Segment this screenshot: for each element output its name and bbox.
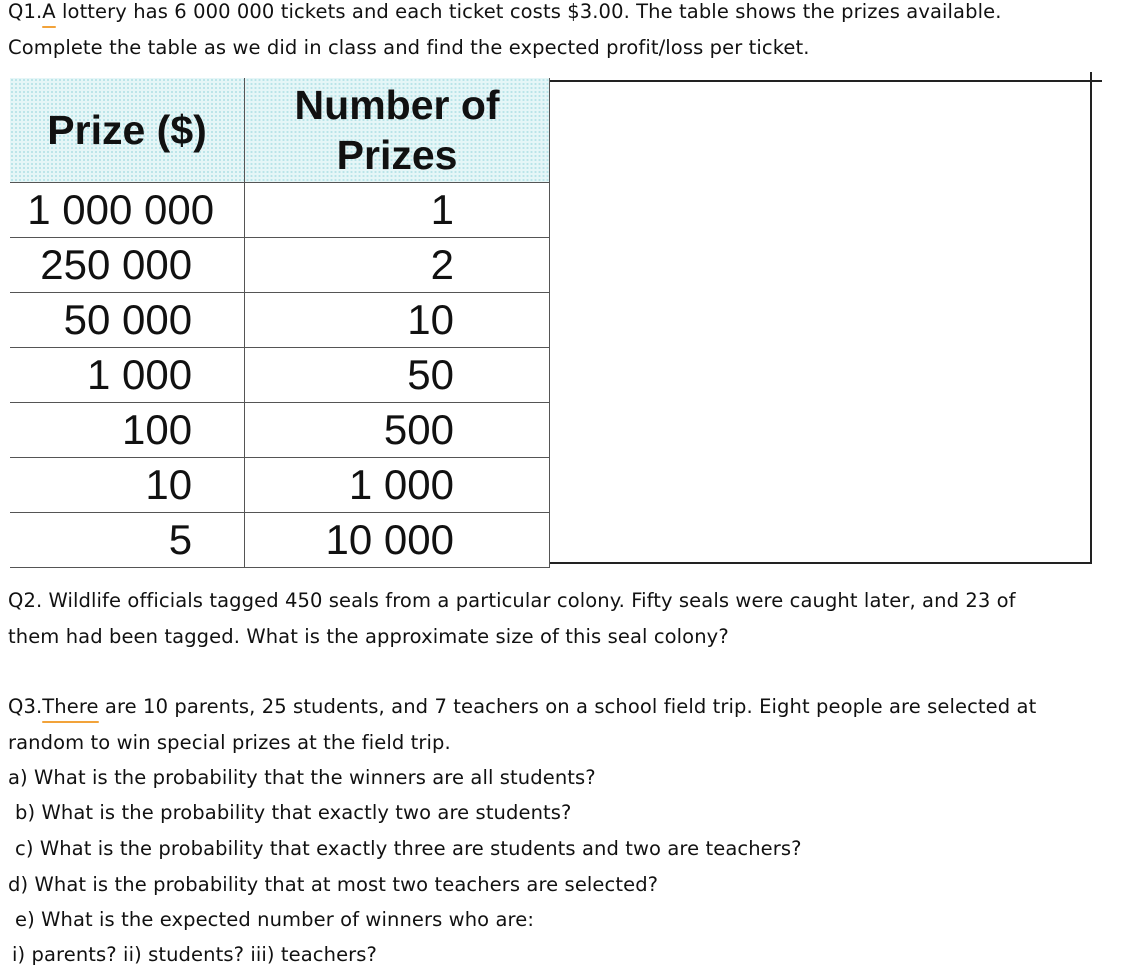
q1-prefix: Q1.	[8, 0, 43, 23]
count-cell: 10 000	[245, 513, 550, 568]
q1-line-1-rest: lottery has 6 000 000 tickets and each ticket costs $3.00. The table shows the prizes available.	[55, 0, 1002, 23]
table-row	[10, 348, 550, 403]
q3-part-a: a) What is the probability that the winners are all students?	[8, 766, 596, 789]
q3-line-2: random to win special prizes at the field trip.	[8, 731, 451, 754]
prize-cell: 100	[10, 403, 245, 458]
count-cell: 50	[245, 348, 550, 403]
q1-line-2: Complete the table as we did in class and find the expected profit/loss per ticket.	[8, 36, 810, 59]
q3-underlined-word: There	[42, 695, 99, 718]
q3-line-1	[8, 695, 1036, 719]
answer-box-corner-mark	[1092, 80, 1102, 82]
table-row	[10, 513, 550, 568]
prize-cell: 10	[10, 458, 245, 513]
prize-cell: 50 000	[10, 293, 245, 348]
table-row	[10, 293, 550, 348]
prize-cell: 1 000	[10, 348, 245, 403]
q3-part-b: b) What is the probability that exactly two are students?	[15, 801, 572, 824]
table-row	[10, 403, 550, 458]
prize-cell: 250 000	[10, 238, 245, 293]
count-cell: 1 000	[245, 458, 550, 513]
q3-part-d: d) What is the probability that at most two teachers are selected?	[8, 873, 659, 896]
q3-line-1-rest: are 10 parents, 25 students, and 7 teachers on a school field trip. Eight people are selected at	[98, 695, 1037, 718]
answer-box	[550, 80, 1092, 564]
q1-line-1	[8, 0, 1002, 24]
table-header-row	[10, 78, 550, 183]
prize-table	[10, 78, 550, 568]
count-cell: 2	[245, 238, 550, 293]
q3-prefix: Q3.	[8, 695, 43, 718]
answer-box-corner-mark	[1090, 72, 1092, 80]
header-number-of-prizes: Number of Prizes	[245, 78, 550, 183]
table-row	[10, 458, 550, 513]
count-cell: 500	[245, 403, 550, 458]
prize-cell: 5	[10, 513, 245, 568]
q2-line-1: Q2. Wildlife officials tagged 450 seals from a particular colony. Fifty seals were caught later, and 23 of	[8, 589, 1016, 612]
q3-part-e: e) What is the expected number of winners who are:	[15, 908, 535, 931]
q3-part-c: c) What is the probability that exactly three are students and two are teachers?	[15, 837, 802, 860]
prize-cell: 1 000 000	[10, 183, 245, 238]
count-cell: 10	[245, 293, 550, 348]
q2-line-2: them had been tagged. What is the approximate size of this seal colony?	[8, 625, 729, 648]
table-row	[10, 183, 550, 238]
q1-underlined-word: A	[42, 0, 56, 23]
table-row	[10, 238, 550, 293]
q3-part-e-subparts: i) parents? ii) students? iii) teachers?	[12, 943, 377, 966]
header-prize: Prize ($)	[10, 78, 245, 183]
count-cell: 1	[245, 183, 550, 238]
